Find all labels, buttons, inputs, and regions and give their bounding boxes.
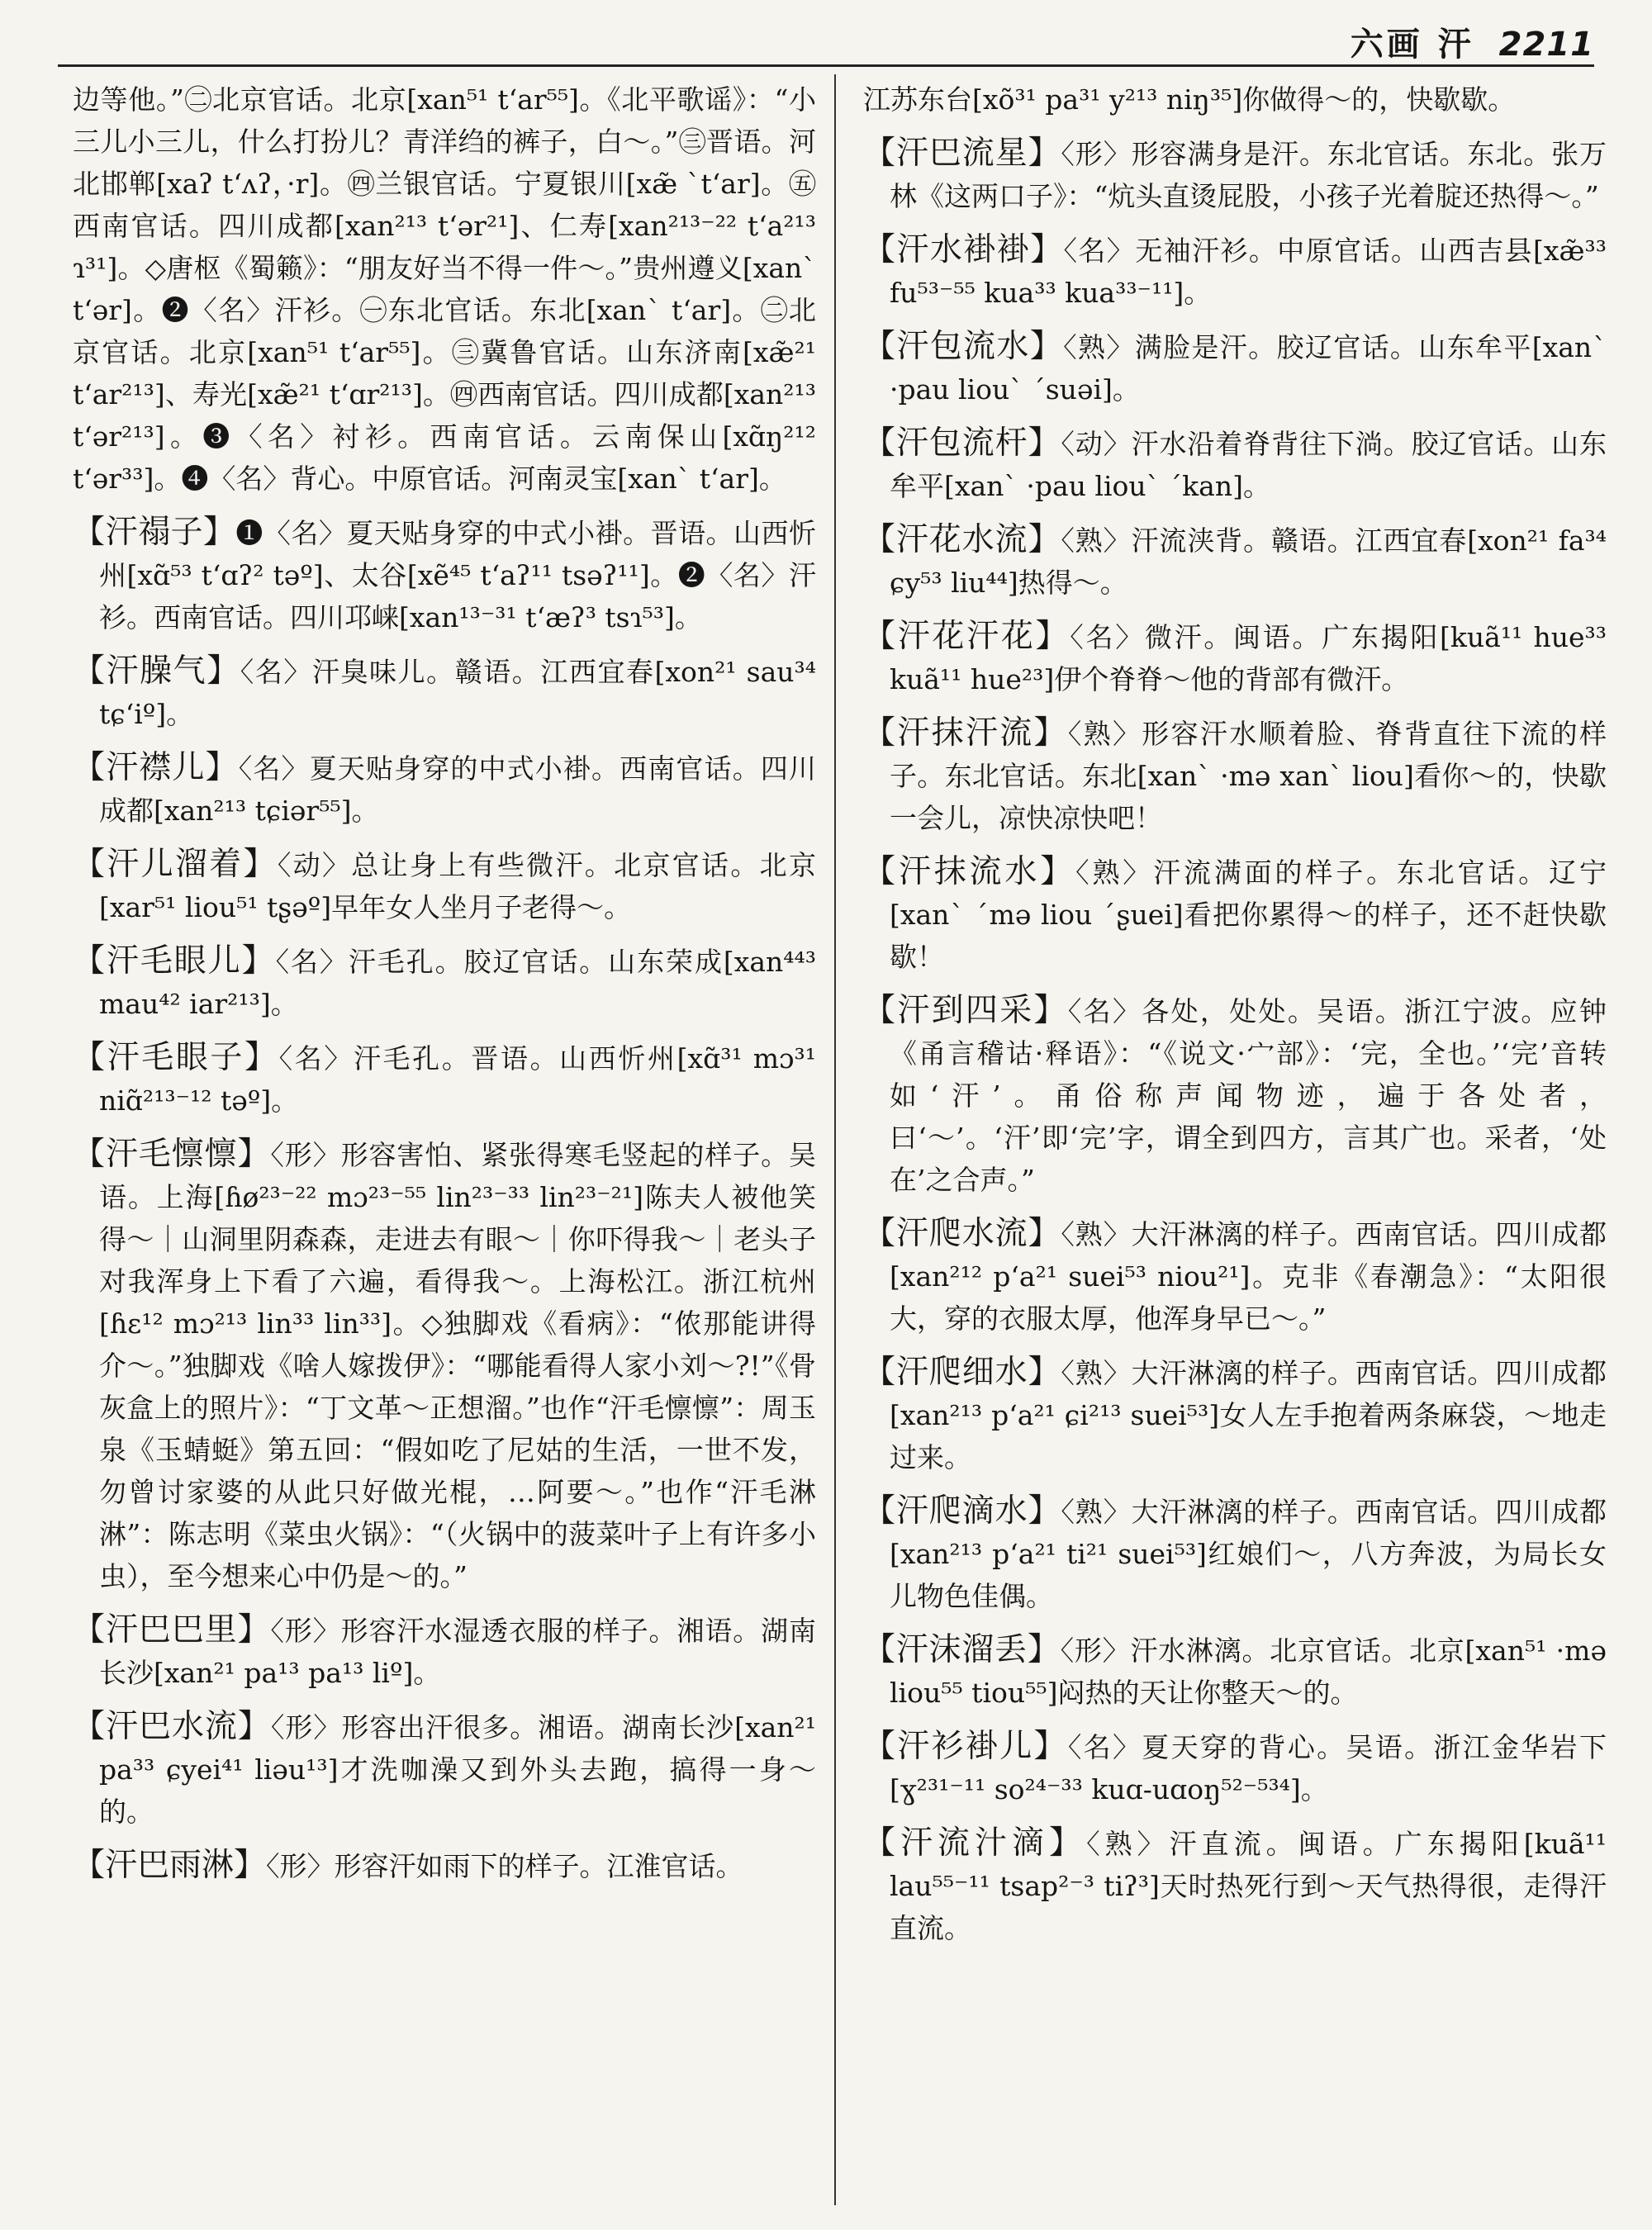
dictionary-entry: 【汗毛眼儿】〈名〉汗毛孔。胶辽官话。山东荣成[xan⁴⁴³ mau⁴² iar²¹³]。: [73, 942, 816, 1020]
headword: 【汗包流杆】: [863, 425, 1061, 462]
dictionary-entry: 【汗流汁滴】〈熟〉汗直流。闽语。广东揭阳[kuã¹¹ lau⁵⁵⁻¹¹ tsap²⁻³ tiʔ³]天时热死行到～天气热得很，走得汗直流。: [863, 1824, 1607, 1944]
dictionary-entry: 【汗巴水流】〈形〉形容出汗很多。湘语。湖南长沙[xan²¹ pa³³ ɕyei⁴¹ liəu¹³]才洗咖澡又到外头去跑，搞得一身～的。: [73, 1708, 816, 1828]
dictionary-entry: 【汗巴流星】〈形〉形容满身是汗。东北官话。东北。张万林《这两口子》：“炕头直烫屁股，小孩子光着腚还热得～。”: [863, 135, 1607, 212]
dictionary-entry: 【汗臊气】〈名〉汗臭味儿。赣语。江西宜春[xon²¹ sau³⁴ tɕʻiº]。: [73, 652, 816, 730]
right-column: [863, 78, 1607, 2218]
headword: 【汗臊气】: [73, 652, 240, 690]
dictionary-entry: 【汗毛眼子】〈名〉汗毛孔。晋语。山西忻州[xɑ̃³¹ mɔ³¹ niɑ̃²¹³⁻¹² təº]。: [73, 1039, 816, 1117]
dictionary-entry: 【汗包流水】〈熟〉满脸是汗。胶辽官话。山东牟平[xanˋ ·pau liouˋ ˊsuəi]。: [863, 328, 1607, 406]
dictionary-entry: 【汗水褂褂】〈名〉无袖汗衫。中原官话。山西吉县[xæ̃³³ fu⁵³⁻⁵⁵ kua³³ kua³³⁻¹¹]。: [863, 231, 1607, 309]
dictionary-entry: 【汗抹汗流】〈熟〉形容汗水顺着脸、脊背直往下流的样子。东北官话。东北[xanˋ ·mə xanˋ liou]看你～的，快歇一会儿，凉快凉快吧！: [863, 714, 1607, 834]
header-rule: [58, 64, 1594, 67]
headword: 【汗花汗花】: [863, 618, 1070, 655]
headword: 【汗包流水】: [863, 328, 1064, 365]
dictionary-entry: 【汗包流杆】〈动〉汗水沿着脊背往下淌。胶辽官话。山东牟平[xanˋ ·pau liouˋ ˊkan]。: [863, 425, 1607, 502]
dictionary-entry: 【汗巴巴里】〈形〉形容汗水湿透衣服的样子。湘语。湖南长沙[xan²¹ pa¹³ pa¹³ liº]。: [73, 1611, 816, 1689]
dictionary-entry: 【汗禢子】❶〈名〉夏天贴身穿的中式小褂。晋语。山西忻州[xɑ̃⁵³ tʻɑʔ² təº]、太谷[xẽ⁴⁵ tʻaʔ¹¹ tsəʔ¹¹]。❷〈名〉汗衫。西南官话。四川邛崃[xan¹³⁻³¹ tʻæʔ³ tsɿ⁵³]。: [73, 514, 816, 633]
dictionary-entry: 【汗爬水流】〈熟〉大汗淋漓的样子。西南官话。四川成都[xan²¹² pʻa²¹ suei⁵³ niou²¹]。克非《春潮急》：“太阳很大，穿的衣服太厚，他浑身早已～。”: [863, 1215, 1607, 1335]
headword: 【汗襟儿】: [73, 749, 239, 786]
left-column: [73, 78, 816, 2218]
headword: 【汗花水流】: [863, 521, 1061, 558]
dictionary-entry: 【汗花汗花】〈名〉微汗。闽语。广东揭阳[kuã¹¹ hue³³ kuã¹¹ hue²³]伊个脊脊～他的背部有微汗。: [863, 618, 1607, 695]
column-divider: [834, 74, 836, 2205]
running-head: [1351, 18, 1594, 65]
headword: 【汗巴雨淋】: [73, 1847, 267, 1884]
dictionary-entry: 【汗到四采】〈名〉各处，处处。吴语。浙江宁波。应钟《甬言稽诂·释语》：“《说文·宀部》：‘完，全也。’‘完’音转如‘汗’。甬俗称声闻物迹，遍于各处者，曰‘～’。‘汗’即‘完’字，谓全到四方，言其广也。采者，‘处在’之合声。”: [863, 992, 1607, 1196]
page-number: 2211: [1498, 26, 1594, 64]
headword: 【汗禢子】: [73, 514, 236, 551]
headword: 【汗爬细水】: [863, 1354, 1061, 1391]
headword: 【汗爬滴水】: [863, 1492, 1061, 1530]
headword: 【汗儿溜着】: [73, 846, 278, 883]
entry-continuation: 边等他。”㊁北京官话。北京[xan⁵¹ tʻar⁵⁵]。《北平歌谣》：“小三儿小三儿，什么打扮儿？青洋绉的裤子，白～。”㊂晋语。河北邯郸[xaʔ tʻʌʔ，·r]。㊃兰银官话。宁夏银川[xæ̃ ˋtʻar]。㊄西南官话。四川成都[xan²¹³ tʻər²¹]、仁寿[xan²¹³⁻²² tʻa²¹³ ɿ³¹]。◇唐枢《蜀籁》：“朋友好当不得一件～。”贵州遵义[xanˋ tʻər]。❷〈名〉汗衫。㊀东北官话。东北[xanˋ tʻar]。㊁北京官话。北京[xan⁵¹ tʻar⁵⁵]。㊂冀鲁官话。山东济南[xæ̃²¹ tʻar²¹³]、寿光[xæ̃²¹ tʻɑr²¹³]。㊃西南官话。四川成都[xan²¹³ tʻər²¹³]。❸〈名〉衬衫。西南官话。云南保山[xɑ̃ŋ²¹² tʻər³³]。❹〈名〉背心。中原官话。河南灵宝[xanˋ tʻar]。: [73, 83, 816, 495]
headword: 【汗抹流水】: [863, 853, 1076, 890]
headword: 【汗爬水流】: [863, 1215, 1061, 1252]
dictionary-entry: 【汗爬滴水】〈熟〉大汗淋漓的样子。西南官话。四川成都[xan²¹³ pʻa²¹ ti²¹ suei⁵³]红娘们～，八方奔波，为局长女儿物色佳偶。: [863, 1492, 1607, 1612]
headword: 【汗巴巴里】: [73, 1611, 271, 1649]
headword: 【汗毛眼儿】: [73, 942, 276, 980]
headword: 【汗水褂褂】: [863, 231, 1064, 268]
dictionary-entry: 【汗爬细水】〈熟〉大汗淋漓的样子。西南官话。四川成都[xan²¹³ pʻa²¹ ɕi²¹³ suei⁵³]女人左手抱着两条麻袋，～地走过来。: [863, 1354, 1607, 1473]
dictionary-entry: 【汗襟儿】〈名〉夏天贴身穿的中式小褂。西南官话。四川成都[xan²¹³ tɕiər⁵⁵]。: [73, 749, 816, 827]
dictionary-entry: 【汗儿溜着】〈动〉总让身上有些微汗。北京官话。北京[xar⁵¹ liou⁵¹ tʂəº]早年女人坐月子老得～。: [73, 846, 816, 923]
headword: 【汗沫溜丢】: [863, 1631, 1061, 1668]
headword: 【汗衫褂儿】: [863, 1728, 1068, 1765]
dictionary-entry: 【汗巴雨淋】〈形〉形容汗如雨下的样子。江淮官话。: [73, 1847, 743, 1884]
headword: 【汗抹汗流】: [863, 714, 1068, 752]
headword: 【汗毛懔懔】: [73, 1136, 271, 1173]
headword: 【汗毛眼子】: [73, 1039, 279, 1076]
section-label: 六画 汗: [1350, 26, 1474, 64]
entry-continuation: 江苏东台[xõ³¹ pa³¹ y²¹³ niŋ³⁵]你做得～的，快歇歇。: [863, 83, 1516, 116]
dictionary-entry: 【汗沫溜丢】〈形〉汗水淋漓。北京官话。北京[xan⁵¹ ·mə liou⁵⁵ tiou⁵⁵]闷热的天让你整天～的。: [863, 1631, 1607, 1709]
dictionary-entry: 【汗花水流】〈熟〉汗流浃背。赣语。江西宜春[xon²¹ fa³⁴ ɕy⁵³ liu⁴⁴]热得～。: [863, 521, 1607, 599]
dictionary-entry: 【汗抹流水】〈熟〉汗流满面的样子。东北官话。辽宁[xanˋ ˊmə liou ˊʂuei]看把你累得～的样子，还不赶快歇歇！: [863, 853, 1607, 973]
headword: 【汗到四采】: [863, 992, 1068, 1029]
headword: 【汗流汁滴】: [863, 1824, 1087, 1862]
dictionary-entry: 【汗衫褂儿】〈名〉夏天穿的背心。吴语。浙江金华岩下[ɣ²³¹⁻¹¹ so²⁴⁻³³ kuɑ-uɑoŋ⁵²⁻⁵³⁴]。: [863, 1728, 1607, 1805]
headword: 【汗巴流星】: [863, 135, 1061, 172]
headword: 【汗巴水流】: [73, 1708, 271, 1745]
dictionary-entry: 【汗毛懔懔】〈形〉形容害怕、紧张得寒毛竖起的样子。吴语。上海[ɦø²³⁻²² mɔ²³⁻⁵⁵ lin²³⁻³³ lin²³⁻²¹]陈夫人被他笑得～｜山洞里阴森森，走进去有眼～｜你吓得我～｜老头子对我浑身上下看了六遍，看得我～。上海松江。浙江杭州[ɦɛ¹² mɔ²¹³ lin³³ lin³³]。◇独脚戏《看病》：“侬那能讲得介～。”独脚戏《啥人嫁拨伊》：“哪能看得人家小刘～?!”《骨灰盒上的照片》：“丁文革～正想溜。”也作“汗毛懔懔”：周玉泉《玉蜻蜓》第五回：“假如吃了尼姑的生活，一世不发，勿曾讨家婆的从此只好做光棍，…阿要～。”也作“汗毛淋淋”：陈志明《菜虫火锅》：“（火锅中的菠菜叶子上有许多小虫），至今想来心中仍是～的。”: [73, 1136, 816, 1592]
